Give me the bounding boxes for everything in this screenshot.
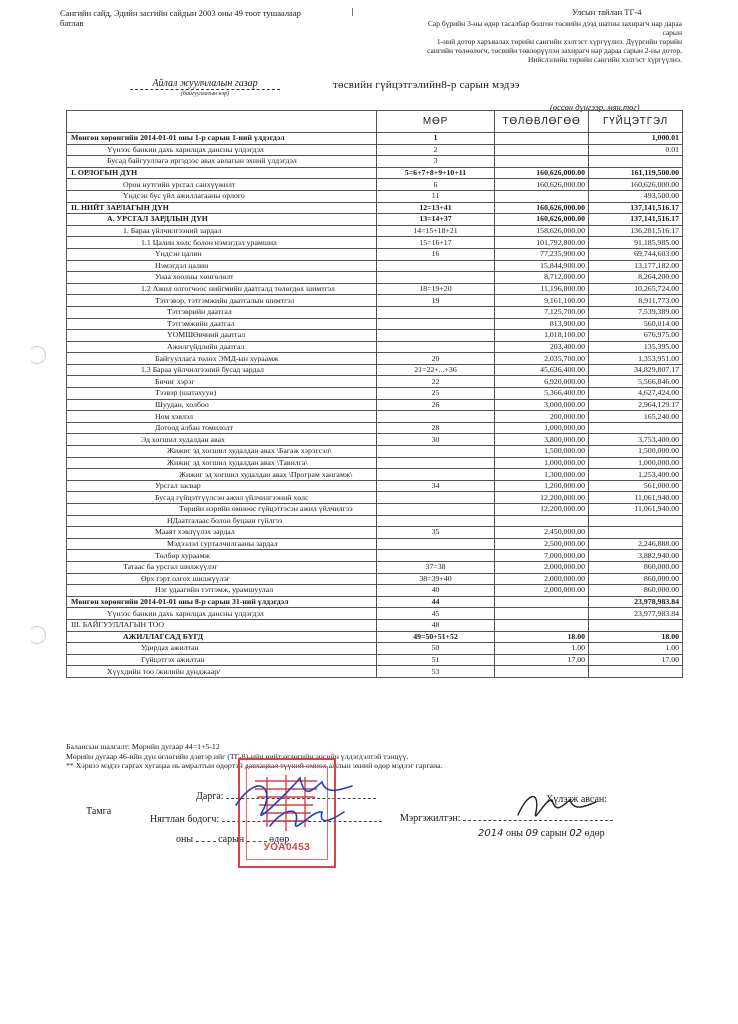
row-label: Хүүхдийн тоо /жилийн дунджаар/ <box>67 666 377 678</box>
row-label: Бусад гүйцэтгүүлсэн ажил үйлчилгээний хөлс <box>67 492 377 504</box>
row-label: 1.2 Ажил олгогчоос нийгмийн даатгалд төлөгдөх шимтгэл <box>67 283 377 295</box>
row-label: 1.1 Цалин хөлс болон нэмэгдэл урамшил <box>67 237 377 249</box>
row-label: Тэтгэврийн даатгал <box>67 306 377 318</box>
column-header-row-number: МӨР <box>377 111 495 133</box>
row-label: Төлбөр хураамж <box>67 550 377 562</box>
row-number: 35 <box>377 527 495 539</box>
row-number: 12=13+41 <box>377 202 495 214</box>
row-number: 37=38 <box>377 561 495 573</box>
row-label: Дотоод албан томилолт <box>67 422 377 434</box>
plan-value: 1,500,000.00 <box>495 446 589 458</box>
actual-value: 493,500.00 <box>589 190 683 202</box>
plan-value: 200,000.00 <box>495 411 589 423</box>
row-number: 5=6+7+8+9+10+11 <box>377 167 495 179</box>
actual-value: 34,829,807.17 <box>589 364 683 376</box>
actual-value: 1.00 <box>589 643 683 655</box>
plan-value: 15,844,900.00 <box>495 260 589 272</box>
plan-value: 6,920,000.00 <box>495 376 589 388</box>
actual-value: 11,061,940.00 <box>589 504 683 516</box>
date-month: 09 <box>525 828 539 839</box>
plan-value: 5,366,400.00 <box>495 388 589 400</box>
row-number: 21=22+...+36 <box>377 364 495 376</box>
row-label: II. НИЙТ ЗАРЛАГЫН ДҮН <box>67 202 377 214</box>
report-title: төсвийн гүйцэтгэлийн8-р сарын мэдээ <box>333 79 520 91</box>
actual-value: 23,977,983.84 <box>589 608 683 620</box>
actual-value: 676,975.00 <box>589 330 683 342</box>
row-label: Жижиг эд хогшил худалдан авах \Програм хангамж\ <box>67 469 377 481</box>
month-word: сарын <box>218 834 245 845</box>
row-label: Удирдах ажилтан <box>67 643 377 655</box>
plan-value: 813,900.00 <box>495 318 589 330</box>
plan-value: 160,626,000.00 <box>495 214 589 226</box>
month-word-right: сарын <box>540 828 567 839</box>
row-label: Тэтгэвэр, тэтгэмжийн даатгалын шимтгэл <box>67 295 377 307</box>
actual-value: 860,000.00 <box>589 573 683 585</box>
row-number: 44 <box>377 596 495 608</box>
actual-value: 160,626,000.00 <box>589 179 683 191</box>
row-label: Ажилгүйдлийн даатгал <box>67 341 377 353</box>
plan-value: 12,200,000.00 <box>495 504 589 516</box>
row-label: Нэг удаагийн тэтгэмж, урамшуулал <box>67 585 377 597</box>
actual-value: 0.01 <box>589 144 683 156</box>
row-label: Үүнээс банкин дахь харилцах дансны үлдэгдэл <box>67 144 377 156</box>
organization-caption: (байгууллагын нэр) <box>180 91 230 97</box>
row-label: Мөнгөн хөрөнгийн 2014-01-01 оны 8-р сарын 31-ний үлдэгдэл <box>67 596 377 608</box>
row-number: 38=39+40 <box>377 573 495 585</box>
head-signature-icon <box>236 778 352 815</box>
plan-value: 101,792,800.00 <box>495 237 589 249</box>
plan-value: 1.00 <box>495 643 589 655</box>
actual-value: 135,395.00 <box>589 341 683 353</box>
row-label: Жижиг эд хогшил худалдан авах \Багаж хэрэгсэл\ <box>67 446 377 458</box>
actual-value: 137,141,516.17 <box>589 214 683 226</box>
row-label: Үүнээс банкин дахь харилцах дансны үлдэгдэл <box>67 608 377 620</box>
plan-value: 1,018,100.00 <box>495 330 589 342</box>
actual-value: 161,119,500.00 <box>589 167 683 179</box>
row-label: А. УРСГАЛ ЗАРДЛЫН ДҮН <box>67 214 377 226</box>
row-label: Татаас ба урсгал шилжүүлэг <box>67 561 377 573</box>
actual-value: 23,978,983.84 <box>589 596 683 608</box>
head-title: Дарга: <box>196 791 224 802</box>
row-number: 16 <box>377 248 495 260</box>
row-label: Байгууллага төлөх ЭМД-ын хураамж <box>67 353 377 365</box>
plan-value: 45,636,400.00 <box>495 364 589 376</box>
actual-value: 7,539,389.00 <box>589 306 683 318</box>
year-word: оны <box>176 834 194 845</box>
instruction-line: сангийн төлөөлөгч, төсвийн төвлөрүүлэн захирагч нар дараа сарын 2-ны дотор, <box>427 46 682 55</box>
plan-value: 158,626,000.00 <box>495 225 589 237</box>
actual-value: 4,627,424.00 <box>589 388 683 400</box>
actual-value: 1,353,951.00 <box>589 353 683 365</box>
accountant-title: Нягтлан бодогч: <box>150 814 220 825</box>
specialist-title: Мэргэжилтэн: <box>400 813 461 824</box>
plan-value: 1,000,000.00 <box>495 422 589 434</box>
actual-value: 17.00 <box>589 654 683 666</box>
row-label: III. БАЙГУУЛЛАГЫН ТОО <box>67 619 377 631</box>
row-label: Орон нутгийн урсгал санхүүжилт <box>67 179 377 191</box>
row-label: Бусад байгууллага иргэдээс авах авлагын эхний үлдэгдэл <box>67 156 377 168</box>
row-number: 6 <box>377 179 495 191</box>
row-label: 1.3 Бараа үйлчилгээний бусад зардал <box>67 364 377 376</box>
actual-value: 860,000.00 <box>589 585 683 597</box>
actual-value: 8,264,200.00 <box>589 272 683 284</box>
footnote: Балансын шалгалт: Мөрийн дугаар 44=1+5-12 <box>66 742 220 751</box>
row-label: Эд хогшил худалдан авах <box>67 434 377 446</box>
plan-value: 7,000,000.00 <box>495 550 589 562</box>
actual-value: 2,964,129.17 <box>589 399 683 411</box>
row-label: Мэдээлэл сурталчилгааны зардал <box>67 538 377 550</box>
actual-value: 560,014.00 <box>589 318 683 330</box>
approval-line-1: Сангийн сайд, Эдийн засгийн сайдын 2003 оны 49 тоот тушаалаар <box>60 8 301 18</box>
row-number: 11 <box>377 190 495 202</box>
unit-note: (өссөн дүнгээр, мян.төг) <box>550 102 640 112</box>
row-label: Бичиг хэрэг <box>67 376 377 388</box>
plan-value: 2,500,000.00 <box>495 538 589 550</box>
plan-value: 1,000,000.00 <box>495 457 589 469</box>
column-header-actual: ГҮЙЦЭТГЭЛ <box>589 111 683 133</box>
row-label: Тээвэр (шатахуун) <box>67 388 377 400</box>
plan-value: 3,800,000.00 <box>495 434 589 446</box>
date-year: 2014 <box>478 828 504 839</box>
row-label: Үндсэн бус үйл ажиллагааны орлого <box>67 190 377 202</box>
day-word: өдөр <box>269 834 290 845</box>
row-label: Унаа хоолны хөнгөлөлт <box>67 272 377 284</box>
approval-line-2: батлав <box>60 18 84 28</box>
plan-value: 7,125,700.00 <box>495 306 589 318</box>
footnote: ** Хэрвээ мэдээ гаргах хугацаа нь амралтын өдөртэй давхацвал түүний өмнөх ажлын эхний өдөр мэдээг гаргана. <box>66 761 443 771</box>
row-number: 18=19+20 <box>377 283 495 295</box>
plan-value: 2,035,700.00 <box>495 353 589 365</box>
row-label: Шуудан, холбоо <box>67 399 377 411</box>
stamp-code: УОА0453 <box>263 842 311 853</box>
instruction-line: Сар бүрийн 3-ны өдөр тасалбар болгон төсвийн дээд шатны захирагч нар дараа сарын <box>427 19 682 37</box>
actual-value: 18.00 <box>589 631 683 643</box>
seal-label: Тамга <box>86 806 112 817</box>
plan-value: 1,300,000.00 <box>495 469 589 481</box>
row-number: 13=14+37 <box>377 214 495 226</box>
row-number: 2 <box>377 144 495 156</box>
row-number: 51 <box>377 654 495 666</box>
row-label: 1. Бараа үйлчилгээний зардал <box>67 225 377 237</box>
plan-value: 8,712,000.00 <box>495 272 589 284</box>
row-number: 49=50+51+52 <box>377 631 495 643</box>
row-number: 25 <box>377 388 495 400</box>
form-code: Улсын тайлан ТГ-4 <box>572 7 642 17</box>
row-number: 40 <box>377 585 495 597</box>
actual-value: 69,744,603.00 <box>589 248 683 260</box>
row-number: 3 <box>377 156 495 168</box>
organization-name: Айлал жуулчлалын газар <box>130 78 280 90</box>
row-label: Ном хэвлэл <box>67 411 377 423</box>
row-label: Үндсэн цалин <box>67 248 377 260</box>
row-label: ҮОМШӨвчний даатгал <box>67 330 377 342</box>
actual-value: 561,000.00 <box>589 480 683 492</box>
plan-value: 1,200,000.00 <box>495 480 589 492</box>
row-number: 14=15+18+21 <box>377 225 495 237</box>
row-label: I. ОРЛОГЫН ДҮН <box>67 167 377 179</box>
actual-value: 3,882,940.00 <box>589 550 683 562</box>
row-number: 45 <box>377 608 495 620</box>
day-word-right: өдөр <box>584 828 605 839</box>
footnote: Мөрийн дугаар 46-ийн дүн өглөгийн дэвтэр ийг (ТГ-8)-ийн нийт өглөгийн эцсийн үлдэгдэлтэй тэнцүү. <box>66 751 409 761</box>
actual-value: 1,000.01 <box>589 133 683 145</box>
actual-value: 2,246,888.00 <box>589 538 683 550</box>
row-label: НДаатгалаас болон буцаан гүйлгээ <box>67 515 377 527</box>
actual-value: 3,753,400.00 <box>589 434 683 446</box>
plan-value: 160,626,000.00 <box>495 179 589 191</box>
received-label: Хүлээж авсан: <box>546 794 608 805</box>
plan-value: 12,200,000.00 <box>495 492 589 504</box>
actual-value: 165,240.00 <box>589 411 683 423</box>
actual-value: 10,265,724.00 <box>589 283 683 295</box>
row-label: Нэмэгдэл цалин <box>67 260 377 272</box>
actual-value: 13,177,182.00 <box>589 260 683 272</box>
plan-value: 160,626,000.00 <box>495 167 589 179</box>
date-day: 02 <box>569 828 583 839</box>
plan-value: 2,450,000.00 <box>495 527 589 539</box>
plan-value: 17.00 <box>495 654 589 666</box>
row-number: 50 <box>377 643 495 655</box>
punch-hole-icon <box>28 626 46 644</box>
actual-value: 1,500,000.00 <box>589 446 683 458</box>
row-label: АЖИЛЛАГСАД БҮГД <box>67 631 377 643</box>
row-label: Төрийн нэрийн өмнөөс гүйцэтгэсэн ажил үйлчилгээ <box>67 504 377 516</box>
plan-value: 160,626,000.00 <box>495 202 589 214</box>
actual-value: 860,000.00 <box>589 561 683 573</box>
row-number: 1 <box>377 133 495 145</box>
row-label: Мааят хэвлүүлэх зардал <box>67 527 377 539</box>
actual-value: 1,253,400.00 <box>589 469 683 481</box>
row-number: 34 <box>377 480 495 492</box>
instruction-line: 1-ний дотор харъяалах төрийн сангийн хэлтэст хүргүүлнэ. Дүүргийн төрийн <box>436 37 682 46</box>
row-number: 15=16+17 <box>377 237 495 249</box>
year-word-right: оны <box>505 828 524 839</box>
row-number: 28 <box>377 422 495 434</box>
row-label: Мөнгөн хөрөнгийн 2014-01-01 оны 1-р сарын 1-ний үлдэгдэл <box>67 133 377 145</box>
specialist-signature-icon <box>518 797 596 816</box>
row-label: Гүйцэтгэх ажилтан <box>67 654 377 666</box>
row-label: Өрх гэрт олгох шилжүүлэг <box>67 573 377 585</box>
actual-value: 1,000,000.00 <box>589 457 683 469</box>
plan-value: 11,196,800.00 <box>495 283 589 295</box>
actual-value: 91,185,985.00 <box>589 237 683 249</box>
actual-value: 5,566,846.00 <box>589 376 683 388</box>
row-number: 20 <box>377 353 495 365</box>
column-header-plan: ТӨЛӨВЛӨГӨӨ <box>495 111 589 133</box>
plan-value: 18.00 <box>495 631 589 643</box>
plan-value: 2,000,000.00 <box>495 573 589 585</box>
row-number: 53 <box>377 666 495 678</box>
row-label: Урсгал засвар <box>67 480 377 492</box>
plan-value: 203,400.00 <box>495 341 589 353</box>
actual-value: 137,141,516.17 <box>589 202 683 214</box>
plan-value: 3,000,000.00 <box>495 399 589 411</box>
actual-value: 8,911,773.00 <box>589 295 683 307</box>
row-number: 26 <box>377 399 495 411</box>
plan-value: 2,000,000.00 <box>495 561 589 573</box>
plan-value: 9,161,100.00 <box>495 295 589 307</box>
row-label: Жижиг эд хогшил худалдан авах \Тавилга\ <box>67 457 377 469</box>
accountant-signature-icon <box>270 811 344 826</box>
instruction-line: Нийслэлийн төрийн сангийн хэлтэст хүргүүлнэ. <box>527 55 682 64</box>
plan-value: 77,235,900.00 <box>495 248 589 260</box>
row-label: Тэтгэмжийн даатгал <box>67 318 377 330</box>
row-number: 30 <box>377 434 495 446</box>
row-number: 19 <box>377 295 495 307</box>
row-number: 22 <box>377 376 495 388</box>
plan-value: 2,000,000.00 <box>495 585 589 597</box>
row-number: 48 <box>377 619 495 631</box>
actual-value: 11,061,940.00 <box>589 492 683 504</box>
actual-value: 136,281,516.17 <box>589 225 683 237</box>
punch-hole-icon <box>28 346 46 364</box>
